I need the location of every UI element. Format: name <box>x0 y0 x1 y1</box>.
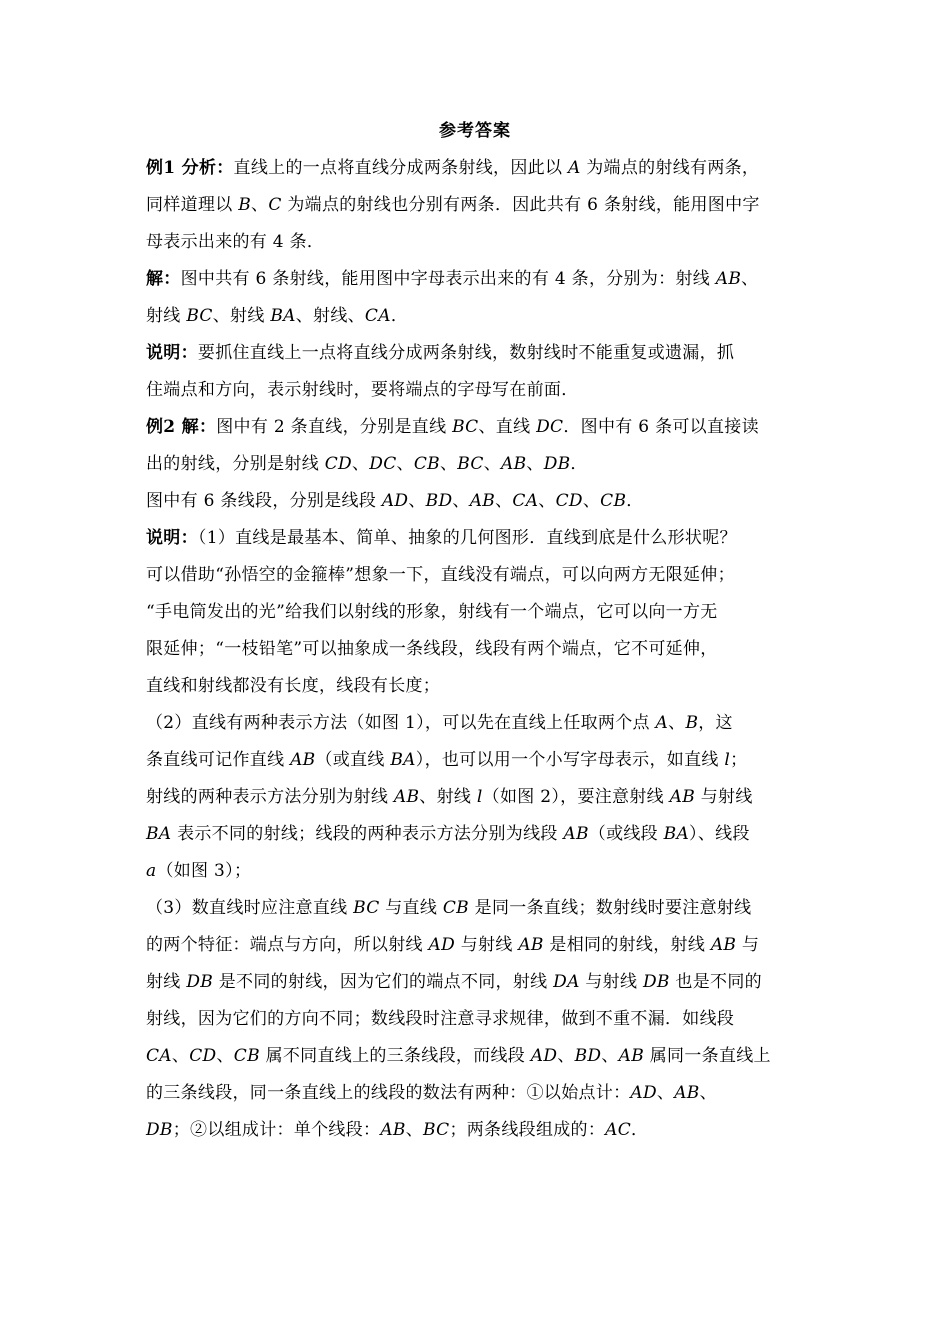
text-line <box>146 1001 816 1038</box>
line-text: DB；②以组成计：单个线段：AB、BC；两条线段组成的：AC． <box>146 1120 649 1140</box>
line-text: 要抓住直线上一点将直线分成两条射线，数射线时不能重复或遗漏，抓 <box>197 343 735 363</box>
text-line <box>146 890 816 927</box>
text-line <box>146 927 816 964</box>
text-line <box>146 261 816 298</box>
line-text: 射线的两种表示方法分别为射线 AB、射线 l（如图 2），要注意射线 AB 与射线 <box>146 787 753 807</box>
line-text: （2）直线有两种表示方法（如图 1），可以先在直线上任取两个点 A、B，这 <box>146 713 733 733</box>
text-line <box>146 853 816 890</box>
line-text: 可以借助“孙悟空的金箍棒”想象一下，直线没有端点，可以向两方无限延伸； <box>146 565 735 585</box>
line-text: 的两个特征：端点与方向，所以射线 AD 与射线 AB 是相同的射线，射线 AB 与 <box>146 935 760 955</box>
line-text: 的三条线段，同一条直线上的线段的数法有两种：①以始点计：AD、AB、 <box>146 1083 717 1103</box>
text-line <box>146 1075 816 1112</box>
text-line <box>146 520 816 557</box>
text-line <box>146 372 816 409</box>
line-text: 射线，因为它们的方向不同；数线段时注意寻求规律，做到不重不漏．如线段 <box>146 1009 735 1029</box>
page-title: 参考答案 <box>439 121 511 141</box>
line-text: （3）数直线时应注意直线 BC 与直线 CB 是同一条直线；数射线时要注意射线 <box>146 898 752 918</box>
line-text: 母表示出来的有 4 条． <box>146 232 325 252</box>
paragraph-label: 例2 解： <box>146 417 217 437</box>
text-line <box>146 335 816 372</box>
text-line <box>146 446 816 483</box>
text-line <box>146 557 816 594</box>
paragraph-label: 例1 分析： <box>146 158 234 178</box>
line-text: 图中有 2 条直线，分别是直线 BC、直线 DC．图中有 6 条可以直接读 <box>216 417 759 437</box>
text-line <box>146 1038 816 1075</box>
text-line <box>146 483 816 520</box>
paragraph-label: 说明： <box>146 343 198 363</box>
line-text: 直线上的一点将直线分成两条射线，因此以 A 为端点的射线有两条， <box>233 158 760 178</box>
line-text: a（如图 3）； <box>146 861 252 881</box>
line-text: （1）直线是最基本、简单、抽象的几何图形．直线到底是什么形状呢？ <box>197 528 737 548</box>
text-line <box>146 187 816 224</box>
text-line <box>146 409 816 446</box>
text-line <box>146 668 816 705</box>
line-text: “手电筒发出的光”给我们以射线的形象，射线有一个端点，它可以向一方无 <box>146 602 718 622</box>
text-line <box>146 631 816 668</box>
line-text: 图中共有 6 条射线，能用图中字母表示出来的有 4 条，分别为：射线 AB、 <box>180 269 759 289</box>
line-text: BA 表示不同的射线；线段的两种表示方法分别为线段 AB（或线段 BA）、线段 <box>146 824 750 844</box>
line-text: 出的射线，分别是射线 CD、DC、CB、BC、AB、DB． <box>146 454 588 474</box>
paragraph-label: 说明： <box>146 528 198 548</box>
answer-body <box>146 150 816 1149</box>
text-line <box>146 779 816 816</box>
text-line <box>146 964 816 1001</box>
line-text: 图中有 6 条线段，分别是线段 AD、BD、AB、CA、CD、CB． <box>146 491 644 511</box>
text-line <box>146 816 816 853</box>
line-text: 射线 DB 是不同的射线，因为它们的端点不同，射线 DA 与射线 DB 也是不同的 <box>146 972 762 992</box>
line-text: 住端点和方向，表示射线时，要将端点的字母写在前面． <box>146 380 579 400</box>
text-line <box>146 224 816 261</box>
text-line <box>146 705 816 742</box>
line-text: 射线 BC、射线 BA、射线、CA． <box>146 306 409 326</box>
paragraph-label: 解： <box>146 269 181 289</box>
text-line <box>146 594 816 631</box>
text-line <box>146 298 816 335</box>
line-text: 直线和射线都没有长度，线段有长度； <box>146 676 441 696</box>
line-text: 同样道理以 B、C 为端点的射线也分别有两条．因此共有 6 条射线，能用图中字 <box>146 195 760 215</box>
text-line <box>146 1112 816 1149</box>
line-text: CA、CD、CB 属不同直线上的三条线段，而线段 AD、BD、AB 属同一条直线上 <box>146 1046 771 1066</box>
line-text: 条直线可记作直线 AB（或直线 BA），也可以用一个小写字母表示，如直线 l； <box>146 750 748 770</box>
line-text: 限延伸；“一枝铅笔”可以抽象成一条线段，线段有两个端点，它不可延伸， <box>146 639 718 659</box>
text-line <box>146 742 816 779</box>
text-line <box>146 150 816 187</box>
